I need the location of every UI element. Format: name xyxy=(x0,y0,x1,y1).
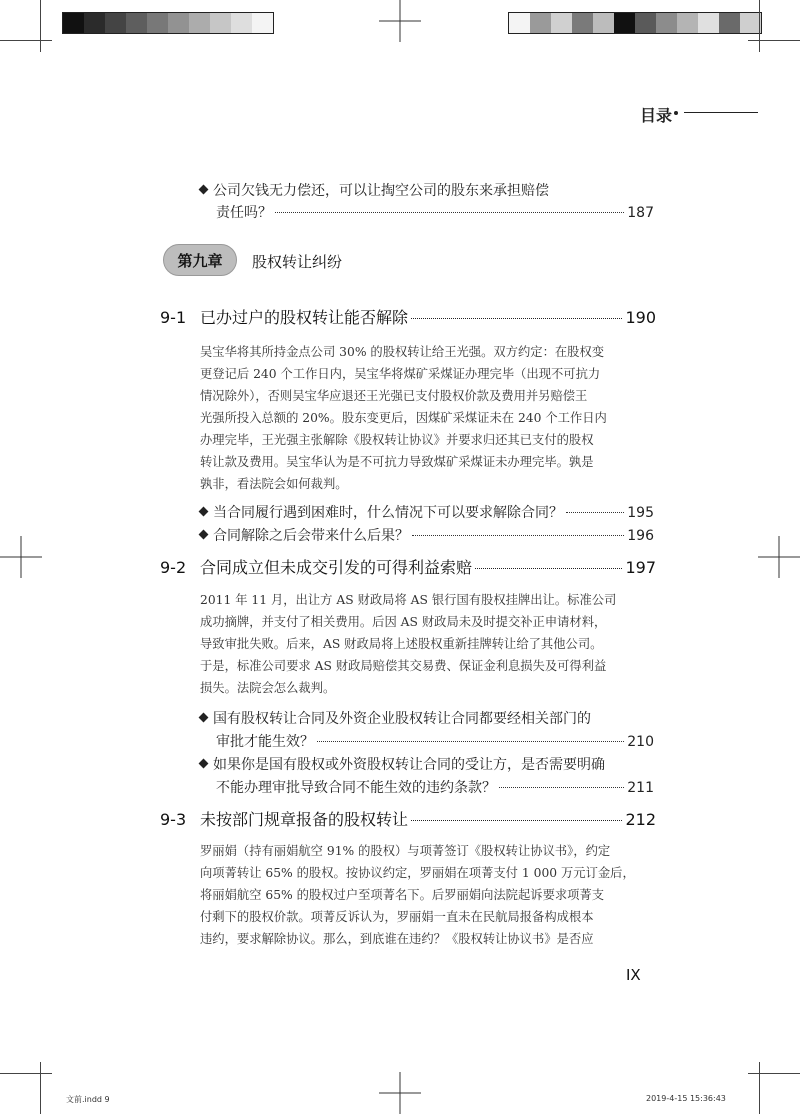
section-number: 9-3 xyxy=(160,810,187,829)
toc-item-continuation[interactable] xyxy=(216,202,654,222)
color-swatch xyxy=(572,13,593,33)
crop-mark xyxy=(40,0,41,52)
section-title: 已办过户的股权转让能否解除 xyxy=(200,308,409,327)
registration-target-icon xyxy=(0,536,42,578)
leader-dots xyxy=(411,820,622,821)
crop-mark xyxy=(759,0,760,52)
crop-mark xyxy=(40,1062,41,1114)
toc-item[interactable] xyxy=(200,525,654,545)
toc-item-continuation[interactable] xyxy=(216,777,654,797)
section-title: 合同成立但未成交引发的可得利益索赔 xyxy=(200,558,473,577)
registration-bar-left xyxy=(62,12,274,34)
section-summary xyxy=(200,341,652,495)
header-rule xyxy=(684,112,758,113)
color-swatch xyxy=(189,13,210,33)
summary-line: 光强所投入总额的 20%。股东变更后，因煤矿采煤证未在 240 个工作日内 xyxy=(200,411,607,425)
registration-target-icon xyxy=(758,536,800,578)
color-swatch xyxy=(740,13,761,33)
page-number: IX xyxy=(626,966,641,984)
summary-line: 孰非，看法院会如何裁判。 xyxy=(200,477,348,491)
toc-page-number: 197 xyxy=(625,558,656,577)
color-swatch xyxy=(168,13,189,33)
footer-timestamp: 2019-4-15 15:36:43 xyxy=(646,1094,726,1103)
leader-dots xyxy=(411,318,622,319)
leader-dots xyxy=(566,512,624,513)
summary-line: 罗丽娟（持有丽娟航空 91% 的股权）与项菁签订《股权转让协议书》，约定 xyxy=(200,844,611,858)
diamond-bullet-icon xyxy=(199,713,209,723)
toc-page-number: 190 xyxy=(625,308,656,327)
color-swatch xyxy=(614,13,635,33)
summary-line: 将丽娟航空 65% 的股权过户至项菁名下。后罗丽娟向法院起诉要求项菁支 xyxy=(200,888,605,902)
toc-item-continuation[interactable] xyxy=(216,731,654,751)
header-dot xyxy=(674,111,678,115)
diamond-bullet-icon xyxy=(199,530,209,540)
registration-target-icon xyxy=(379,1072,421,1114)
toc-item-text: 不能办理审批导致合同不能生效的违约条款？ xyxy=(216,780,496,796)
section-summary xyxy=(200,840,652,950)
color-swatch xyxy=(105,13,126,33)
summary-line: 吴宝华将其所持金点公司 30% 的股权转让给王光强。双方约定：在股权变 xyxy=(200,345,605,359)
summary-line: 付剩下的股权价款。项菁反诉认为，罗丽娟一直未在民航局报备构成根本 xyxy=(200,910,594,924)
section-summary xyxy=(200,589,652,699)
color-swatch xyxy=(719,13,740,33)
toc-page-number: 212 xyxy=(625,810,656,829)
color-swatch xyxy=(593,13,614,33)
leader-dots xyxy=(412,535,624,536)
crop-mark xyxy=(748,40,800,41)
color-swatch xyxy=(126,13,147,33)
summary-line: 情况除外），否则吴宝华应退还王光强已支付股权价款及费用并另赔偿王 xyxy=(200,389,588,403)
section-heading[interactable] xyxy=(160,305,656,329)
diamond-bullet-icon xyxy=(199,759,209,769)
toc-page-number: 211 xyxy=(627,780,654,796)
color-swatch xyxy=(509,13,530,33)
crop-mark xyxy=(0,1073,52,1074)
toc-item-text: 当合同履行遇到困难时，什么情况下可以要求解除合同？ xyxy=(213,505,563,521)
crop-mark xyxy=(748,1073,800,1074)
toc-item[interactable] xyxy=(200,708,591,728)
summary-line: 违约，要求解除协议。那么，到底谁在违约？《股权转让协议书》是否应 xyxy=(200,932,594,946)
toc-page-number: 210 xyxy=(627,734,654,750)
color-swatch xyxy=(63,13,84,33)
registration-bar-right xyxy=(508,12,762,34)
leader-dots xyxy=(275,212,624,213)
summary-line: 于是，标准公司要求 AS 财政局赔偿其交易费、保证金利息损失及可得利益 xyxy=(200,659,607,673)
toc-item-text: 如果你是国有股权或外资股权转让合同的受让方，是否需要明确 xyxy=(213,757,605,773)
color-swatch xyxy=(551,13,572,33)
toc-item-text: 审批才能生效？ xyxy=(216,734,314,750)
summary-line: 向项菁转让 65% 的股权。按协议约定，罗丽娟在项菁支付 1 000 万元订金后， xyxy=(200,866,635,880)
toc-page-number: 187 xyxy=(627,205,654,221)
summary-line: 转让款及费用。吴宝华认为是不可抗力导致煤矿采煤证未办理完毕。孰是 xyxy=(200,455,594,469)
color-swatch xyxy=(231,13,252,33)
color-swatch xyxy=(656,13,677,33)
crop-mark xyxy=(0,40,52,41)
toc-item[interactable] xyxy=(200,180,549,200)
toc-item-text: 责任吗？ xyxy=(216,205,272,221)
summary-line: 损失。法院会怎么裁判。 xyxy=(200,681,336,695)
toc-item[interactable] xyxy=(200,754,605,774)
leader-dots xyxy=(317,741,624,742)
color-swatch xyxy=(252,13,273,33)
registration-target-icon xyxy=(379,0,421,42)
summary-line: 2011 年 11 月，出让方 AS 财政局将 AS 银行国有股权挂牌出让。标准公司 xyxy=(200,593,617,607)
crop-mark xyxy=(759,1062,760,1114)
chapter-badge: 第九章 xyxy=(163,244,237,276)
chapter-title[interactable]: 股权转让纠纷 xyxy=(252,253,343,271)
footer-filename: 文前.indd 9 xyxy=(66,1095,110,1104)
toc-page-number: 196 xyxy=(627,528,654,544)
running-header-title: 目录 xyxy=(639,106,672,125)
toc-item-text: 合同解除之后会带来什么后果？ xyxy=(213,528,409,544)
leader-dots xyxy=(475,568,622,569)
summary-line: 导致审批失败。后来，AS 财政局将上述股权重新挂牌转让给了其他公司。 xyxy=(200,637,603,651)
diamond-bullet-icon xyxy=(199,185,209,195)
section-title: 未按部门规章报备的股权转让 xyxy=(200,810,409,829)
color-swatch xyxy=(210,13,231,33)
color-swatch xyxy=(84,13,105,33)
diamond-bullet-icon xyxy=(199,507,209,517)
toc-item-text: 国有股权转让合同及外资企业股权转让合同都要经相关部门的 xyxy=(213,711,591,727)
summary-line: 成功摘牌，并支付了相关费用。后因 AS 财政局未及时提交补正申请材料， xyxy=(200,615,607,629)
toc-item-text: 公司欠钱无力偿还，可以让掏空公司的股东来承担赔偿 xyxy=(213,183,549,199)
color-swatch xyxy=(635,13,656,33)
section-number: 9-1 xyxy=(160,308,187,327)
color-swatch xyxy=(677,13,698,33)
summary-line: 更登记后 240 个工作日内，吴宝华将煤矿采煤证办理完毕（出现不可抗力 xyxy=(200,367,601,381)
color-swatch xyxy=(530,13,551,33)
color-swatch xyxy=(147,13,168,33)
section-number: 9-2 xyxy=(160,558,187,577)
section-heading[interactable] xyxy=(160,807,656,831)
section-heading[interactable] xyxy=(160,555,656,579)
color-swatch xyxy=(698,13,719,33)
leader-dots xyxy=(499,787,624,788)
toc-page-number: 195 xyxy=(627,505,654,521)
toc-item[interactable] xyxy=(200,502,654,522)
summary-line: 办理完毕，王光强主张解除《股权转让协议》并要求归还其已支付的股权 xyxy=(200,433,594,447)
